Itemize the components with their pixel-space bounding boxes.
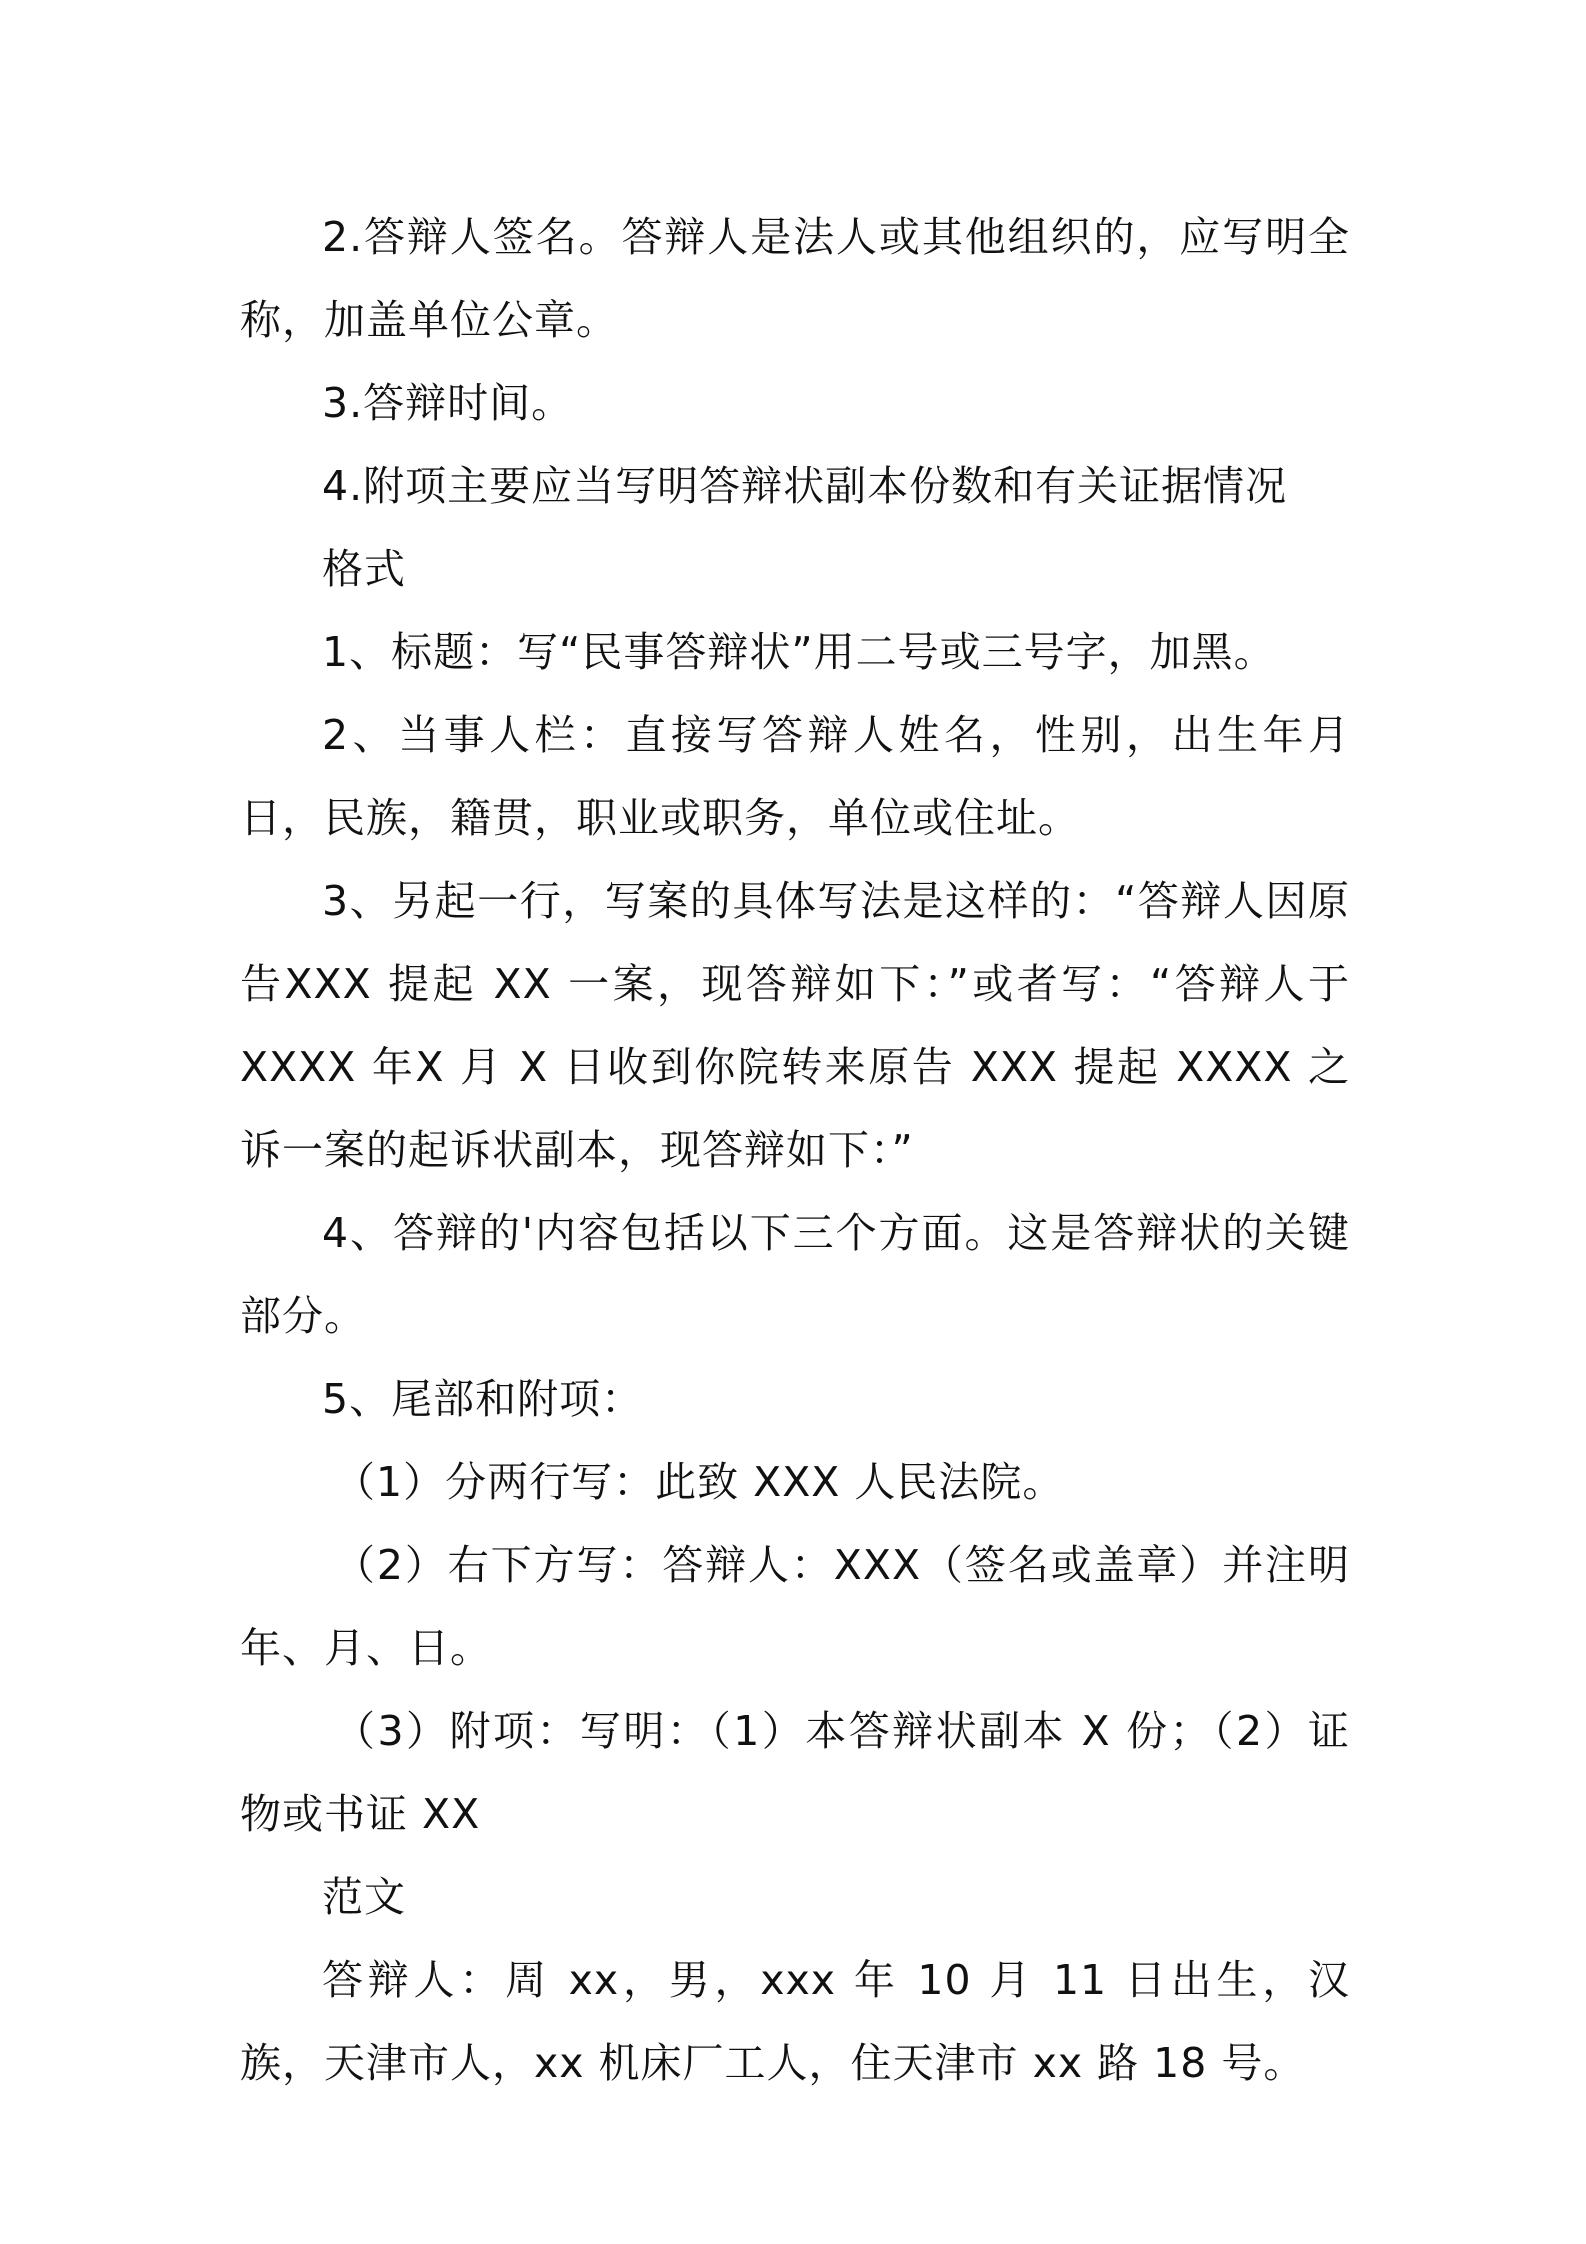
paragraph-case-intro-rule: 3、另起一行，写案的具体写法是这样的：“答辩人因原告XXX 提起 XX 一案，现答辩如下：”或者写：“答辩人于 XXXX 年X 月 X 日收到你院转来原告 XXX 提起 XXXX 之诉一案的起诉状副本，现答辩如下：” [240, 877, 1350, 1174]
paragraph-ending-item-1: （1）分两行写：此致 XXX 人民法院。 [334, 1458, 1065, 1506]
paragraph-ending-item-3: （3）附项：写明：（1）本答辩状副本 X 份；（2）证物或书证 XX [240, 1707, 1350, 1838]
paragraph-signature: 2.答辩人签名。答辩人是法人或其他组织的，应写明全称，加盖单位公章。 [240, 213, 1350, 344]
paragraph-time: 3.答辩时间。 [322, 379, 574, 427]
document-body [240, 196, 1350, 2105]
paragraph-sample-respondent: 答辩人：周 xx，男，xxx 年 10 月 11 日出生，汉族，天津市人，xx 机床厂工人，住天津市 xx 路 18 号。 [240, 1956, 1350, 2087]
paragraph-ending-item-2: （2）右下方写：答辩人：XXX（签名或盖章）并注明年、月、日。 [240, 1541, 1350, 1672]
paragraph-ending-rule: 5、尾部和附项： [322, 1375, 644, 1423]
paragraph-party-rule: 2、当事人栏：直接写答辩人姓名，性别，出生年月日，民族，籍贯，职业或职务，单位或住址。 [240, 711, 1350, 842]
paragraph-attachments: 4.附项主要应当写明答辩状副本份数和有关证据情况 [322, 462, 1288, 510]
heading-format: 格式 [322, 545, 406, 593]
paragraph-content-rule: 4、答辩的'内容包括以下三个方面。这是答辩状的关键部分。 [240, 1209, 1350, 1340]
heading-sample: 范文 [322, 1873, 406, 1921]
paragraph-title-rule: 1、标题：写“民事答辩状”用二号或三号字，加黑。 [322, 628, 1276, 676]
